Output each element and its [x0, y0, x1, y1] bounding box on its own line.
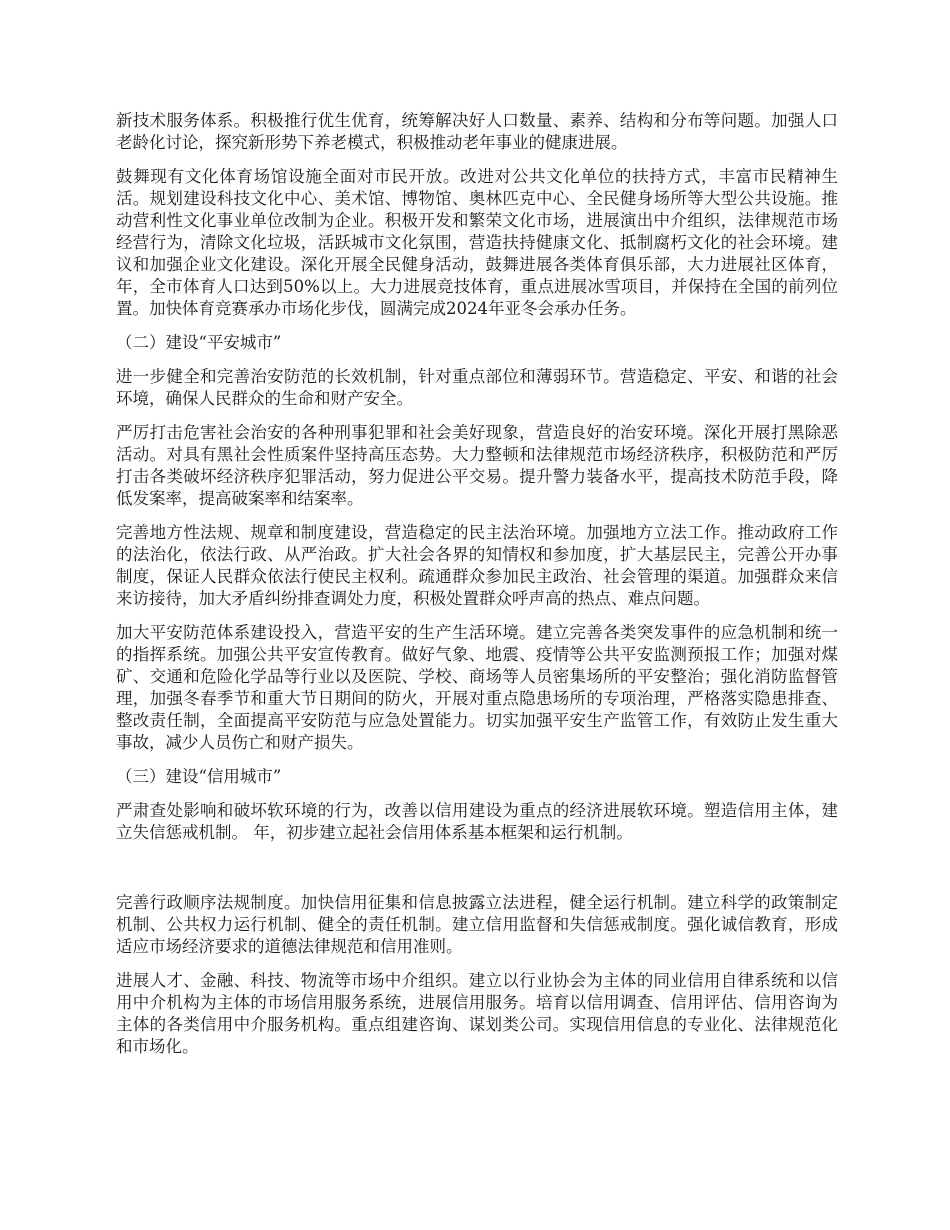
paragraph-administrative-rules: 完善行政顺序法规制度。加快信用征集和信息披露立法进程，健全运行机制。建立科学的政策制定机制、公共权力运行机制、健全的责任机制。建立信用监督和失信惩戒制度。强化诚信教育，形成适应市场经济要求的道德法律规范和信用准则。 [116, 893, 838, 956]
document-page [116, 110, 838, 1070]
paragraph-soft-environment: 严肃查处影响和破坏软环境的行为，改善以信用建设为重点的经济进展软环境。塑造信用主体，建立失信惩戒机制。 年，初步建立起社会信用体系基本框架和运行机制。 [116, 801, 838, 842]
paragraph-legal-system: 完善地方性法规、规章和制度建设，营造稳定的民主法治环境。加强地方立法工作。推动政府工作的法治化，依法行政、从严治政。扩大社会各界的知情权和参加度，扩大基层民主，完善公开办事制度，保证人民群众依法行使民主权利。疏通群众参加民主政治、社会管理的渠道。加强群众来信来访接待，加大矛盾纠纷排查调处力度，积极处置群众呼声高的热点、难点问题。 [116, 523, 838, 608]
paragraph-population: 新技术服务体系。积极推行优生优育，统筹解决好人口数量、素养、结构和分布等问题。加强人口老龄化讨论，探究新形势下养老模式，积极推动老年事业的健康进展。 [116, 111, 838, 152]
paragraph-crime-crackdown: 严厉打击危害社会治安的各种刑事犯罪和社会美好现象，营造良好的治安环境。深化开展打黑除恶活动。对具有黑社会性质案件坚持高压态势。大力整顿和法律规范市场经济秩序，积极防范和严厉打击各类破坏经济秩序犯罪活动，努力促进公平交易。提升警力装备水平，提高技术防范手段，降低发案率，提高破案率和结案率。 [116, 423, 838, 508]
section-heading-credit-city: （三）建设“信用城市” [116, 767, 282, 786]
section-heading-safe-city: （二）建设“平安城市” [116, 333, 282, 352]
paragraph-intermediary-organizations: 进展人才、金融、科技、物流等市场中介组织。建立以行业协会为主体的同业信用自律系统和以信用中介机构为主体的市场信用服务系统，进展信用服务。培育以信用调查、信用评估、信用咨询为主体的各类信用中介服务机构。重点组建咨询、谋划类公司。实现信用信息的专业化、法律规范化和市场化。 [116, 971, 838, 1056]
paragraph-culture-sports: 鼓舞现有文化体育场馆设施全面对市民开放。改进对公共文化单位的扶持方式，丰富市民精神生活。规划建设科技文化中心、美术馆、博物馆、奥林匹克中心、全民健身场所等大型公共设施。推动营利性文化事业单位改制为企业。积极开发和繁荣文化市场，进展演出中介组织，法律规范市场经营行为，清除文化垃圾，活跃城市文化氛围，营造扶持健康文化、抵制腐朽文化的社会环境。建议和加强企业文化建设。深化开展全民健身活动，鼓舞进展各类体育俱乐部，大力进展社区体育，年，全市体育人口达到50%以上。大力进展竞技体育，重点进展冰雪项目，并保持在全国的前列位置。加快体育竞赛承办市场化步伐，圆满完成2024年亚冬会承办任务。 [116, 167, 838, 318]
paragraph-safety-prevention: 加大平安防范体系建设投入，营造平安的生产生活环境。建立完善各类突发事件的应急机制和统一的指挥系统。加强公共平安宣传教育。做好气象、地震、疫情等公共平安监测预报工作；加强对煤矿、交通和危险化学品等行业以及医院、学校、商场等人员密集场所的平安整治；强化消防监督管理，加强冬春季节和重大节日期间的防火，开展对重点隐患场所的专项治理，严格落实隐患排查、整改责任制，全面提高平安防范与应急处置能力。切实加强平安生产监管工作，有效防止发生重大事故，减少人员伤亡和财产损失。 [116, 623, 838, 752]
spacer [116, 856, 838, 892]
paragraph-security-mechanism: 进一步健全和完善治安防范的长效机制，针对重点部位和薄弱环节。营造稳定、平安、和谐的社会环境，确保人民群众的生命和财产安全。 [116, 367, 838, 408]
